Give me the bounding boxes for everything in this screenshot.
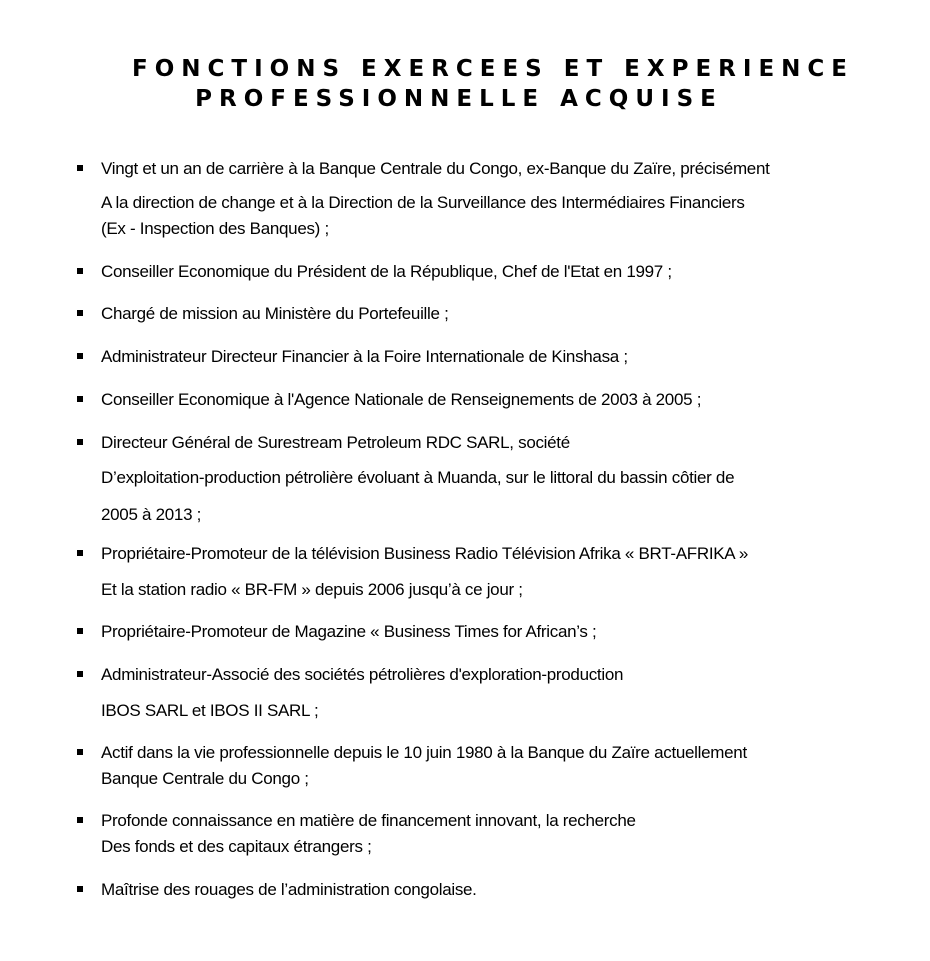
list-item-text: Directeur Général de Surestream Petroleum RDC SARL, société [101, 433, 570, 452]
list-item-text: Des fonds et des capitaux étrangers ; [101, 837, 372, 856]
bullet-icon [77, 165, 83, 171]
bullet-icon [77, 353, 83, 359]
list-item-text: Chargé de mission au Ministère du Portefeuille ; [101, 304, 449, 323]
list-item-text: Et la station radio « BR-FM » depuis 2006 jusqu’à ce jour ; [101, 580, 523, 599]
bullet-icon [77, 396, 83, 402]
list-item-text: Conseiller Economique à l'Agence Nationale de Renseignements de 2003 à 2005 ; [101, 390, 702, 409]
list-item-text: A la direction de change et à la Direction de la Surveillance des Intermédiaires Financiers [101, 193, 745, 212]
page-title-line-2: PROFESSIONNELLE ACQUISE [195, 86, 723, 112]
bullet-icon [77, 628, 83, 634]
list-item-text: Administrateur Directeur Financier à la Foire Internationale de Kinshasa ; [101, 347, 628, 366]
bullet-icon [77, 749, 83, 755]
bullet-icon [77, 817, 83, 823]
list-item-text: Vingt et un an de carrière à la Banque Centrale du Congo, ex-Banque du Zaïre, précisément [101, 159, 770, 178]
bullet-icon [77, 671, 83, 677]
list-item-text: Propriétaire-Promoteur de Magazine « Business Times for African’s ; [101, 622, 597, 641]
list-item-text: Propriétaire-Promoteur de la télévision Business Radio Télévision Afrika « BRT-AFRIKA » [101, 544, 748, 563]
list-item-text: Administrateur-Associé des sociétés pétrolières d'exploration-production [101, 665, 624, 684]
list-item-text: Conseiller Economique du Président de la République, Chef de l'Etat en 1997 ; [101, 262, 672, 281]
list-item-text: 2005 à 2013 ; [101, 505, 202, 524]
list-item-text: D’exploitation-production pétrolière évoluant à Muanda, sur le littoral du bassin côtier de [101, 468, 735, 487]
list-item-text: Banque Centrale du Congo ; [101, 769, 309, 788]
bullet-icon [77, 310, 83, 316]
list-item-text: (Ex - Inspection des Banques) ; [101, 219, 329, 238]
bullet-icon [77, 550, 83, 556]
bullet-icon [77, 886, 83, 892]
list-item-text: Maîtrise des rouages de l’administration congolaise. [101, 880, 477, 899]
bullet-icon [77, 439, 83, 445]
list-item-text: Actif dans la vie professionnelle depuis le 10 juin 1980 à la Banque du Zaïre actuellement [101, 743, 747, 762]
page-title-line-1: FONCTIONS EXERCEES ET EXPERIENCE [132, 56, 854, 82]
list-item-text: Profonde connaissance en matière de financement innovant, la recherche [101, 811, 636, 830]
list-item-text: IBOS SARL et IBOS II SARL ; [101, 701, 319, 720]
bullet-icon [77, 268, 83, 274]
